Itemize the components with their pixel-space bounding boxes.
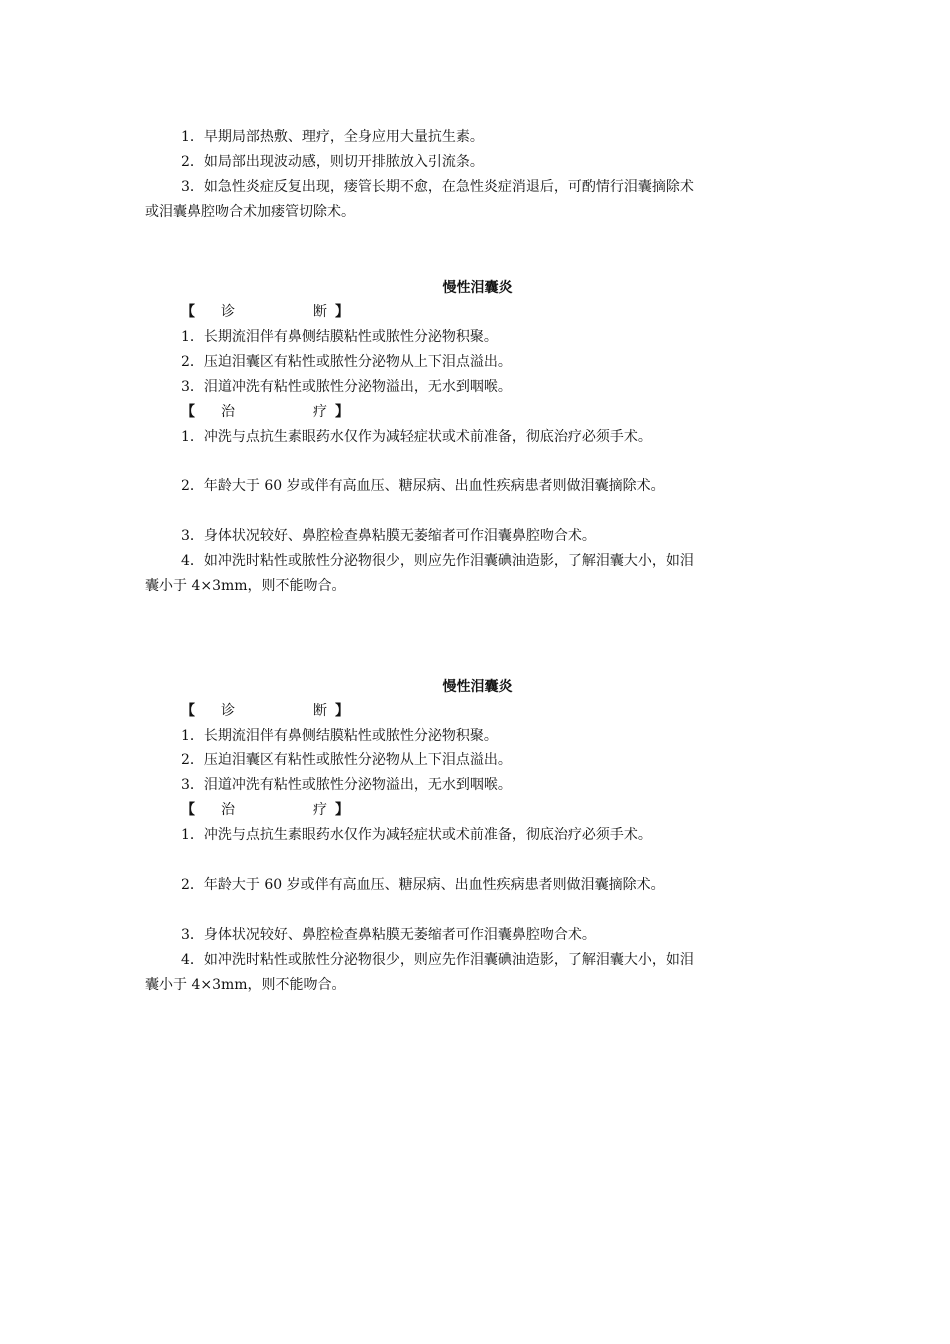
section-1-diagnosis-item-2: 2．压迫泪囊区有粘性或脓性分泌物从上下泪点溢出。 xyxy=(181,354,512,370)
section-2-title: 慢性泪囊炎 xyxy=(442,679,513,695)
bracket-close: 】 xyxy=(335,304,349,320)
intro-item-1: 1．早期局部热敷、理疗，全身应用大量抗生素。 xyxy=(181,129,484,145)
section-1-diagnosis-item-3: 3．泪道冲洗有粘性或脓性分泌物溢出，无水到咽喉。 xyxy=(181,379,512,395)
intro-item-3-cont: 或泪囊鼻腔吻合术加瘘管切除术。 xyxy=(145,204,355,220)
section-2-treatment-item-3: 3．身体状况较好、鼻腔检查鼻粘膜无萎缩者可作泪囊鼻腔吻合术。 xyxy=(181,927,596,943)
section-1-diagnosis-item-1: 1．长期流泪伴有鼻侧结膜粘性或脓性分泌物积聚。 xyxy=(181,329,498,345)
bracket-open: 【 xyxy=(181,802,195,818)
section-2-treatment-item-1: 1．冲洗与点抗生素眼药水仅作为减轻症状或术前准备，彻底治疗必须手术。 xyxy=(181,827,652,843)
bracket-open: 【 xyxy=(181,304,195,320)
section-1-treatment-item-3: 3．身体状况较好、鼻腔检查鼻粘膜无萎缩者可作泪囊鼻腔吻合术。 xyxy=(181,528,596,544)
section-2-treatment-item-4: 4．如冲洗时粘性或脓性分泌物很少，则应先作泪囊碘油造影，了解泪囊大小，如泪 xyxy=(181,952,694,968)
heading-char-2: 疗 xyxy=(313,802,327,818)
intro-item-2: 2．如局部出现波动感，则切开排脓放入引流条。 xyxy=(181,154,484,170)
bracket-close: 】 xyxy=(335,703,349,719)
section-1-diagnosis-heading xyxy=(181,302,353,322)
section-2-diagnosis-item-3: 3．泪道冲洗有粘性或脓性分泌物溢出，无水到咽喉。 xyxy=(181,777,512,793)
heading-char-2: 断 xyxy=(313,304,327,320)
bracket-close: 】 xyxy=(335,802,349,818)
heading-char-2: 断 xyxy=(313,703,327,719)
bracket-open: 【 xyxy=(181,404,195,420)
section-2-diagnosis-heading xyxy=(181,701,353,721)
bracket-close: 】 xyxy=(335,404,349,420)
section-1-treatment-item-2: 2．年龄大于 60 岁或伴有高血压、糖尿病、出血性疾病患者则做泪囊摘除术。 xyxy=(181,478,665,494)
section-1-title: 慢性泪囊炎 xyxy=(442,280,513,296)
section-2-treatment-item-4-cont: 囊小于 4×3mm，则不能吻合。 xyxy=(145,977,346,993)
heading-char-1: 治 xyxy=(221,404,235,420)
bracket-open: 【 xyxy=(181,703,195,719)
section-2-diagnosis-item-1: 1．长期流泪伴有鼻侧结膜粘性或脓性分泌物积聚。 xyxy=(181,728,498,744)
heading-char-1: 诊 xyxy=(221,304,235,320)
section-2-treatment-item-2: 2．年龄大于 60 岁或伴有高血压、糖尿病、出血性疾病患者则做泪囊摘除术。 xyxy=(181,877,665,893)
heading-char-1: 治 xyxy=(221,802,235,818)
section-1-treatment-heading xyxy=(181,402,353,422)
section-1-treatment-item-4-cont: 囊小于 4×3mm，则不能吻合。 xyxy=(145,578,346,594)
heading-char-2: 疗 xyxy=(313,404,327,420)
intro-item-3: 3．如急性炎症反复出现，瘘管长期不愈，在急性炎症消退后，可酌情行泪囊摘除术 xyxy=(181,179,694,195)
section-2-diagnosis-item-2: 2．压迫泪囊区有粘性或脓性分泌物从上下泪点溢出。 xyxy=(181,752,512,768)
heading-char-1: 诊 xyxy=(221,703,235,719)
section-2-treatment-heading xyxy=(181,800,353,820)
section-1-treatment-item-1: 1．冲洗与点抗生素眼药水仅作为减轻症状或术前准备，彻底治疗必须手术。 xyxy=(181,429,652,445)
section-1-treatment-item-4: 4．如冲洗时粘性或脓性分泌物很少，则应先作泪囊碘油造影，了解泪囊大小，如泪 xyxy=(181,553,694,569)
